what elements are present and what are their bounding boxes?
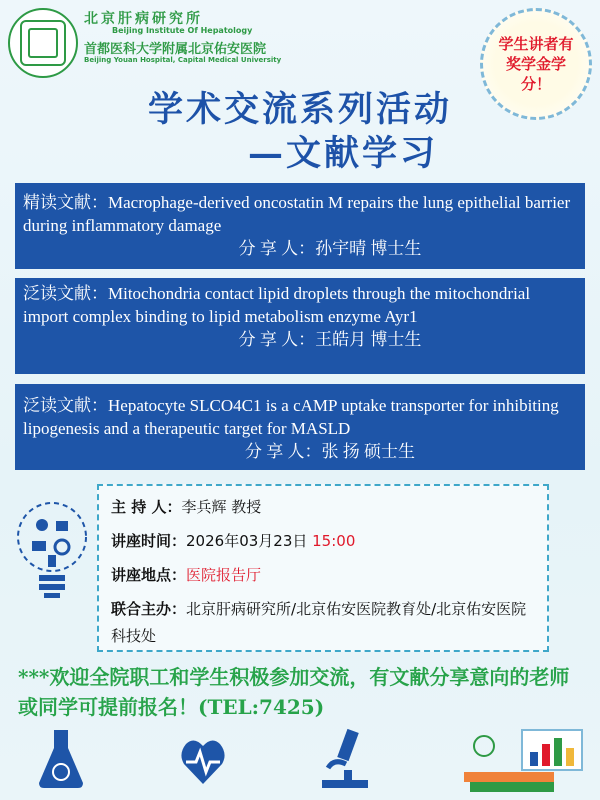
books-chart-icon: [460, 722, 590, 794]
page-title: 学术交流系列活动: [147, 89, 452, 130]
event-info-box: [97, 484, 549, 652]
sharer-name: 张 扬 硕士生: [321, 442, 415, 461]
welcome-message: ***欢迎全院职工和学生积极参加交流，有文献分享意向的老师或同学可提前报名！(TEL:7425): [18, 665, 570, 719]
paper-card-3: [15, 384, 585, 470]
paper-title: Macrophage-derived oncostatin M repairs the lung epithelial barrier during inflammatory damage: [23, 193, 571, 235]
sharer-name: 王皓月 博士生: [315, 330, 422, 349]
host-value: 李兵辉 教授: [181, 498, 262, 516]
place-value: 医院报告厅: [186, 566, 262, 584]
paper-title: Hepatocyte SLCO4C1 is a cAMP uptake transporter for inhibiting lipogenesis and a therapeutic target for MASLD: [23, 396, 559, 438]
sharer-label: 分 享 人：: [238, 239, 316, 258]
scholarship-text: 学生讲者有奖学金学分！: [498, 35, 574, 93]
sharer-label: 分 享 人：: [238, 330, 316, 349]
microscope-icon: [318, 728, 372, 790]
time-hour: 15:00: [312, 532, 356, 550]
paper-label: 泛读文献：: [23, 284, 108, 303]
institute-name-cn: 北京肝病研究所: [84, 11, 203, 27]
hospital-logo: [8, 8, 78, 78]
paper-label: 泛读文献：: [23, 396, 108, 415]
place-label: 讲座地点：: [111, 566, 187, 584]
host-label: 主 持 人：: [111, 498, 182, 516]
time-date: 2026年03月23日: [186, 532, 313, 550]
paper-card-1: [15, 183, 585, 269]
paper-card-2: [15, 278, 585, 374]
paper-label: 精读文献：: [23, 193, 108, 212]
sharer-label: 分 享 人：: [245, 442, 322, 461]
organizer-label: 联合主办：: [111, 600, 187, 618]
hospital-name-en: Beijing Youan Hospital, Capital Medical University: [84, 56, 282, 64]
idea-bulb-icon: [12, 495, 92, 605]
sharer-name: 孙宇晴 博士生: [315, 239, 422, 258]
institute-name-en: Beijing Institute Of Hepatology: [112, 26, 253, 35]
hospital-name-cn: 首都医科大学附属北京佑安医院: [84, 42, 267, 57]
paper-title: Mitochondria contact lipid droplets through the mitochondrial import complex binding to lipid metabolism enzyme Ayr1: [23, 284, 531, 326]
page-subtitle: —文献学习: [248, 133, 439, 174]
organizer-value: 北京肝病研究所/北京佑安医院教育处/北京佑安医院科技处: [111, 600, 527, 645]
flask-icon: [36, 728, 86, 790]
time-label: 讲座时间：: [111, 532, 187, 550]
heart-rate-icon: [180, 734, 226, 788]
